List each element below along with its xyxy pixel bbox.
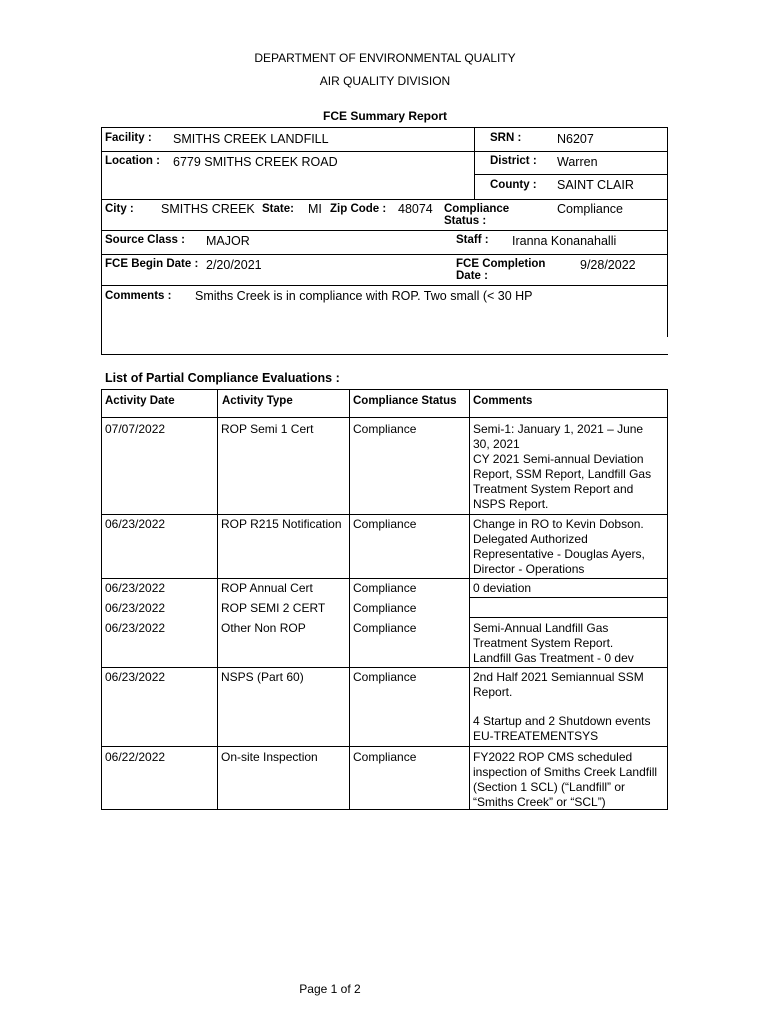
compliance-status-value: Compliance bbox=[557, 202, 624, 216]
column-header-activity-date: Activity Date bbox=[105, 395, 175, 407]
column-header-compliance-status: Compliance Status bbox=[353, 395, 457, 407]
fce-begin-value: 2/20/2021 bbox=[206, 258, 262, 272]
comment-line: Semi-Annual Landfill Gas bbox=[473, 621, 609, 635]
comment-line: EU-TREATEMENTSYS bbox=[473, 729, 599, 743]
fce-completion-value: 9/28/2022 bbox=[580, 258, 636, 272]
comment-line: 0 deviation bbox=[473, 581, 532, 595]
comment-line: Report, SSM Report, Landfill Gas bbox=[473, 467, 652, 481]
district-label: District : bbox=[490, 155, 537, 167]
column-header-activity-type: Activity Type bbox=[222, 395, 293, 407]
fce-begin-label: FCE Begin Date : bbox=[105, 258, 199, 270]
fce-completion-label: FCE Completion bbox=[456, 258, 546, 270]
staff-value: Iranna Konanahalli bbox=[512, 234, 617, 248]
source-class-value: MAJOR bbox=[206, 234, 250, 248]
facility-value: SMITHS CREEK LANDFILL bbox=[173, 132, 329, 146]
county-label: County : bbox=[490, 179, 537, 191]
comment-line: Report. bbox=[473, 685, 513, 699]
activity-date: 06/23/2022 bbox=[105, 581, 166, 595]
comment-line: Treatment System Report and bbox=[473, 482, 634, 496]
comment-line: inspection of Smiths Creek Landfill bbox=[473, 765, 658, 779]
fce-completion-label-2: Date : bbox=[456, 270, 488, 282]
evaluations-title: List of Partial Compliance Evaluations : bbox=[105, 371, 340, 385]
comment-line: Landfill Gas Treatment - 0 dev bbox=[473, 651, 634, 665]
comment-line: 30, 2021 bbox=[473, 437, 520, 451]
activity-date: 06/22/2022 bbox=[105, 750, 166, 764]
compliance-status-label: Compliance bbox=[444, 203, 510, 215]
comment-line: CY 2021 Semi-annual Deviation bbox=[473, 452, 644, 466]
srn-label: SRN : bbox=[490, 132, 522, 144]
comment-line: NSPS Report. bbox=[473, 497, 549, 511]
district-value: Warren bbox=[557, 155, 598, 169]
page-number: Page 1 of 2 bbox=[299, 982, 361, 996]
activity-date: 06/23/2022 bbox=[105, 601, 166, 615]
activity-type: On-site Inspection bbox=[221, 750, 318, 764]
comment-line: Delegated Authorized bbox=[473, 532, 588, 546]
city-value: SMITHS CREEK bbox=[161, 202, 255, 216]
comment-line: Director - Operations bbox=[473, 562, 585, 576]
report-title: FCE Summary Report bbox=[322, 109, 448, 123]
comment-line: 2nd Half 2021 Semiannual SSM bbox=[473, 670, 644, 684]
activity-type: ROP Semi 1 Cert bbox=[221, 422, 314, 436]
compliance-status: Compliance bbox=[353, 750, 417, 764]
compliance-status: Compliance bbox=[353, 601, 417, 615]
activity-date: 06/23/2022 bbox=[105, 670, 166, 684]
zip-label: Zip Code : bbox=[330, 203, 387, 215]
comment-line: “Smiths Creek” or “SCL”) bbox=[473, 795, 606, 809]
source-class-label: Source Class : bbox=[105, 234, 185, 246]
comment-line: Representative - Douglas Ayers, bbox=[473, 547, 645, 561]
city-label: City : bbox=[105, 203, 134, 215]
compliance-status: Compliance bbox=[353, 517, 417, 531]
comments-value: Smiths Creek is in compliance with ROP. Two small (< 30 HP bbox=[195, 289, 533, 303]
activity-date: 07/07/2022 bbox=[105, 422, 166, 436]
activity-type: NSPS (Part 60) bbox=[221, 670, 304, 684]
comment-line: Treatment System Report. bbox=[473, 636, 614, 650]
staff-label: Staff : bbox=[456, 234, 489, 246]
comments-label: Comments : bbox=[105, 290, 172, 302]
location-label: Location : bbox=[105, 155, 160, 167]
facility-label: Facility : bbox=[105, 132, 152, 144]
compliance-status: Compliance bbox=[353, 581, 417, 595]
activity-date: 06/23/2022 bbox=[105, 621, 166, 635]
zip-value: 48074 bbox=[398, 202, 433, 216]
department-heading: DEPARTMENT OF ENVIRONMENTAL QUALITY bbox=[254, 51, 516, 65]
activity-type: Other Non ROP bbox=[221, 621, 306, 635]
comment-line: Semi-1: January 1, 2021 – June bbox=[473, 422, 644, 436]
division-heading: AIR QUALITY DIVISION bbox=[319, 74, 451, 88]
compliance-status: Compliance bbox=[353, 621, 417, 635]
activity-type: ROP Annual Cert bbox=[221, 581, 313, 595]
activity-type: ROP R215 Notification bbox=[221, 517, 342, 531]
comment-line: (Section 1 SCL) (“Landfill” or bbox=[473, 780, 626, 794]
comment-line: Change in RO to Kevin Dobson. bbox=[473, 517, 644, 531]
state-value: MI bbox=[308, 202, 322, 216]
county-value: SAINT CLAIR bbox=[557, 178, 634, 192]
compliance-status: Compliance bbox=[353, 422, 417, 436]
srn-value: N6207 bbox=[557, 132, 594, 146]
location-value: 6779 SMITHS CREEK ROAD bbox=[173, 155, 338, 169]
column-header-comments: Comments bbox=[473, 395, 533, 407]
state-label: State: bbox=[262, 203, 294, 215]
comment-line: 4 Startup and 2 Shutdown events bbox=[473, 714, 651, 728]
compliance-status: Compliance bbox=[353, 670, 417, 684]
activity-date: 06/23/2022 bbox=[105, 517, 166, 531]
comment-line: FY2022 ROP CMS scheduled bbox=[473, 750, 633, 764]
activity-type: ROP SEMI 2 CERT bbox=[221, 601, 326, 615]
compliance-status-label-2: Status : bbox=[444, 215, 487, 227]
